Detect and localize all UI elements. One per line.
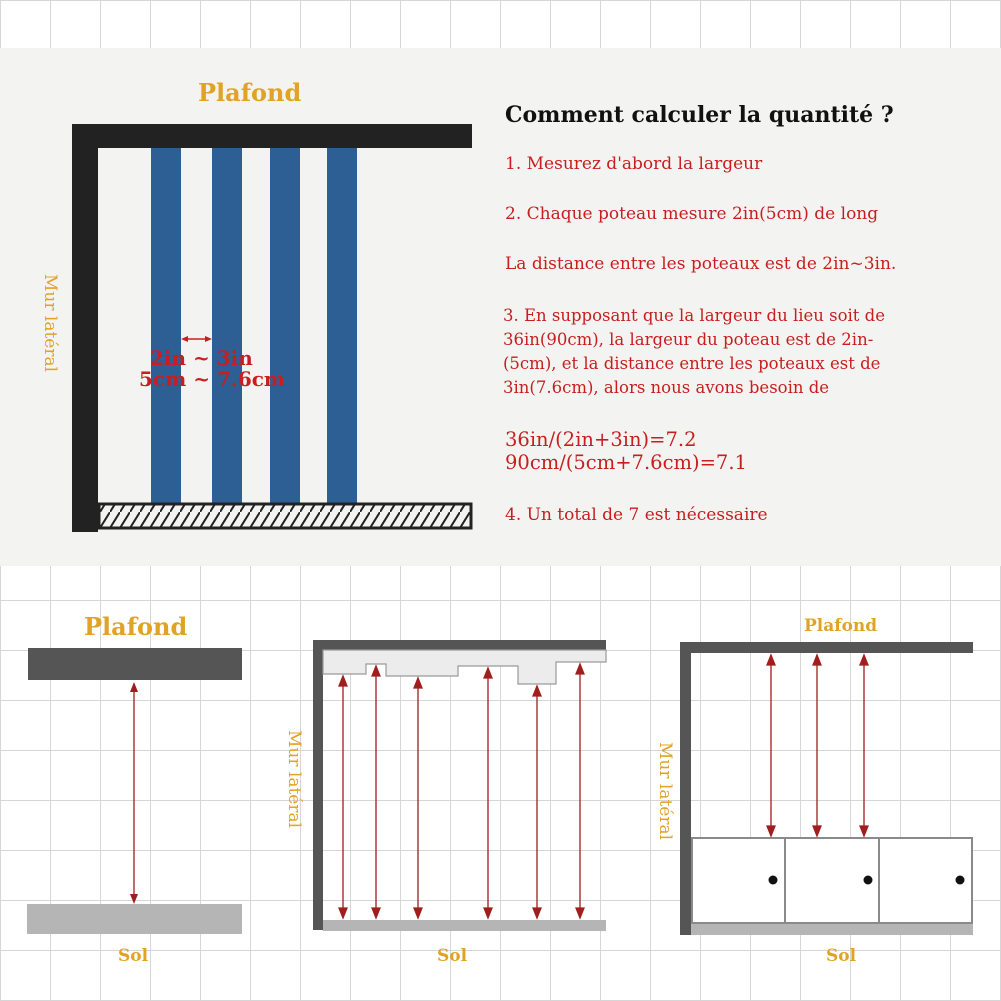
bl-ceiling-label: Plafond xyxy=(84,612,188,641)
br-cabinets xyxy=(692,838,972,923)
bm-floor-label: Sol xyxy=(437,946,468,966)
top-ceiling-label: Plafond xyxy=(198,78,302,107)
post xyxy=(327,148,357,503)
double-headed-arrow-icon xyxy=(767,655,775,836)
cabinet-knob-icon xyxy=(864,876,873,885)
top-side-wall xyxy=(72,124,98,532)
formula-cm: 90cm/(5cm+7.6cm)=7.1 xyxy=(505,451,747,475)
br-ceiling-label: Plafond xyxy=(804,616,878,636)
double-headed-arrow-icon xyxy=(533,686,541,918)
double-headed-arrow-icon xyxy=(576,664,584,918)
bl-floor-label: Sol xyxy=(118,946,149,966)
formulas xyxy=(505,428,747,475)
double-headed-arrow-icon xyxy=(860,655,868,836)
post xyxy=(270,148,300,503)
hatched-floor-icon xyxy=(99,504,471,528)
post xyxy=(212,148,242,503)
cabinet-knob-icon xyxy=(956,876,965,885)
br-floor-label: Sol xyxy=(826,946,857,966)
br-floor-bar xyxy=(691,923,973,935)
formula-inches: 36in/(2in+3in)=7.2 xyxy=(505,428,697,451)
step-1: 1. Mesurez d'abord la largeur xyxy=(505,154,763,174)
bm-ceiling-bar xyxy=(313,640,606,650)
br-wall-label: Mur latéral xyxy=(655,742,675,841)
bm-uneven-ceiling xyxy=(323,650,606,684)
top-frame-diagram xyxy=(0,0,500,560)
instructions-heading: Comment calculer la quantité ? xyxy=(505,102,894,128)
top-wall-label: Mur latéral xyxy=(40,274,60,373)
double-headed-arrow-icon xyxy=(339,676,347,918)
step-4: 4. Un total de 7 est nécessaire xyxy=(505,505,768,525)
br-side-wall xyxy=(680,642,691,935)
step-2b: La distance entre les poteaux est de 2in~3in. xyxy=(505,254,897,274)
bm-wall-label: Mur latéral xyxy=(284,730,304,829)
top-ceiling-bar xyxy=(72,124,472,148)
br-diagram xyxy=(670,630,990,950)
step-2: 2. Chaque poteau mesure 2in(5cm) de long xyxy=(505,204,879,224)
step-3-line: 36in(90cm), la largeur du poteau est de 2in- xyxy=(503,330,874,349)
double-headed-arrow-icon xyxy=(813,655,821,836)
bm-side-wall xyxy=(313,640,323,930)
gap-label-line2: 5cm ~ 7.6cm xyxy=(139,367,286,391)
step-3-line: 3. En supposant que la largeur du lieu soit de xyxy=(503,306,886,325)
double-headed-arrow-icon xyxy=(414,678,422,918)
br-ceiling-bar xyxy=(680,642,973,653)
step-3 xyxy=(503,304,885,400)
double-headed-arrow-icon xyxy=(130,682,138,904)
bm-diagram xyxy=(300,620,620,950)
double-headed-arrow-icon xyxy=(372,666,380,918)
bl-ceiling-bar xyxy=(28,648,242,680)
gap-label-line1: 2in ~ 3in xyxy=(150,346,253,370)
bl-floor-bar xyxy=(27,904,242,934)
double-headed-arrow-icon xyxy=(484,668,492,918)
cabinet-knob-icon xyxy=(769,876,778,885)
bm-floor-bar xyxy=(323,920,606,931)
step-3-line: 3in(7.6cm), alors nous avons besoin de xyxy=(503,378,830,397)
bl-diagram xyxy=(0,600,300,960)
post xyxy=(151,148,181,503)
step-3-line: (5cm), et la distance entre les poteaux est de xyxy=(503,354,881,373)
gap-label xyxy=(139,346,286,391)
gap-arrow-icon xyxy=(181,336,212,342)
